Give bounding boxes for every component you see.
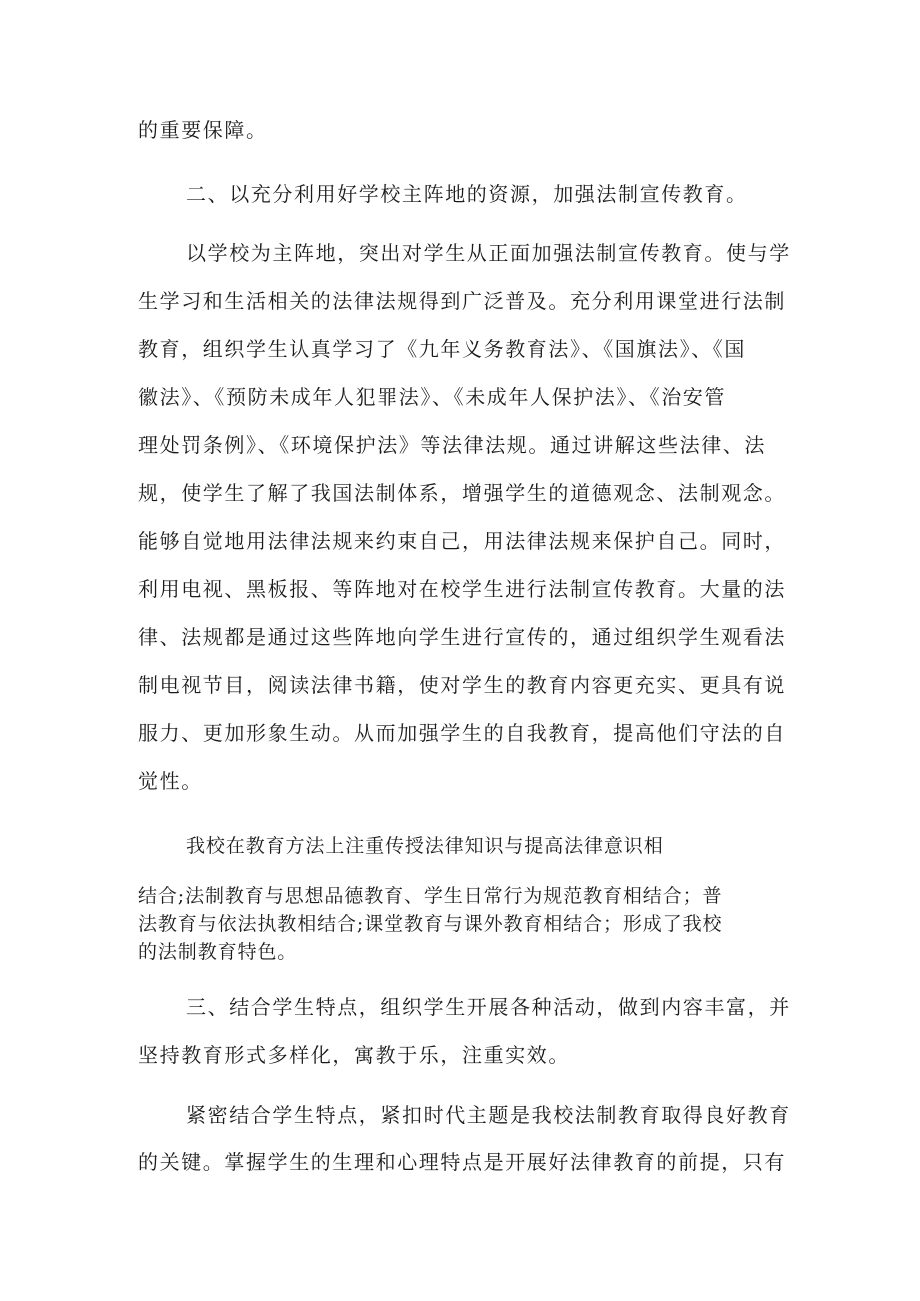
paragraph-2-line-10: 制电视节目，阅读法律书籍，使对学生的教育内容更充实、更具有说 (138, 673, 786, 697)
section-heading-2: 二、以充分利用好学校主阵地的资源，加强法制宣传教育。 (186, 182, 748, 206)
paragraph-2-line-7: 能够自觉地用法律法规来约束自己，用法律法规来保护自己。同时， (138, 529, 786, 553)
paragraph-2-line-8: 利用电视、黑板报、等阵地对在校学生进行法制宣传教育。大量的法 (138, 577, 786, 601)
paragraph-2-line-9: 律、法规都是通过这些阵地向学生进行宣传的，通过组织学生观看法 (138, 625, 786, 649)
paragraph-2-line-3: 教育，组织学生认真学习了《九年义务教育法》、《国旗法》、《国 (138, 337, 746, 361)
paragraph-1-line-1: 的重要保障。 (138, 118, 268, 142)
paragraph-2-line-4: 徽法》、《预防未成年人犯罪法》、《未成年人保护法》、《治安管 (138, 385, 726, 409)
section-heading-3-line-2: 坚持教育形式多样化，寓教于乐，注重实效。 (138, 1043, 570, 1067)
paragraph-3-line-3: 法教育与依法执教相结合;课堂教育与课外教育相结合；形成了我校 (138, 913, 723, 935)
paragraph-4-line-2: 的关键。掌握学生的生理和心理特点是开展好法律教育的前提，只有 (138, 1150, 786, 1174)
paragraph-4-line-1: 紧密结合学生特点，紧扣时代主题是我校法制教育取得良好教育 (186, 1103, 791, 1127)
paragraph-2-line-2: 生学习和生活相关的法律法规得到广泛普及。充分利用课堂进行法制 (138, 289, 786, 313)
paragraph-2-line-6: 规，使学生了解了我国法制体系，增强学生的道德观念、法制观念。 (138, 481, 786, 505)
paragraph-2-line-11: 服力、更加形象生动。从而加强学生的自我教育，提高他们守法的自 (138, 721, 786, 745)
paragraph-3-line-1: 我校在教育方法上注重传授法律知识与提高法律意识相 (186, 835, 664, 857)
paragraph-2-line-1: 以学校为主阵地，突出对学生从正面加强法制宣传教育。使与学 (186, 241, 791, 265)
paragraph-3-line-4: 的法制教育特色。 (138, 941, 298, 963)
paragraph-3-line-2: 结合;法制教育与思想品德教育、学生日常行为规范教育相结合；普 (138, 885, 723, 907)
section-heading-3-line-1: 三、结合学生特点，组织学生开展各种活动，做到内容丰富，并 (186, 995, 791, 1019)
paragraph-2-line-5: 理处罚条例》、《环境保护法》等法律法规。通过讲解这些法律、法 (138, 433, 766, 457)
paragraph-2-line-12: 觉性。 (138, 769, 203, 793)
